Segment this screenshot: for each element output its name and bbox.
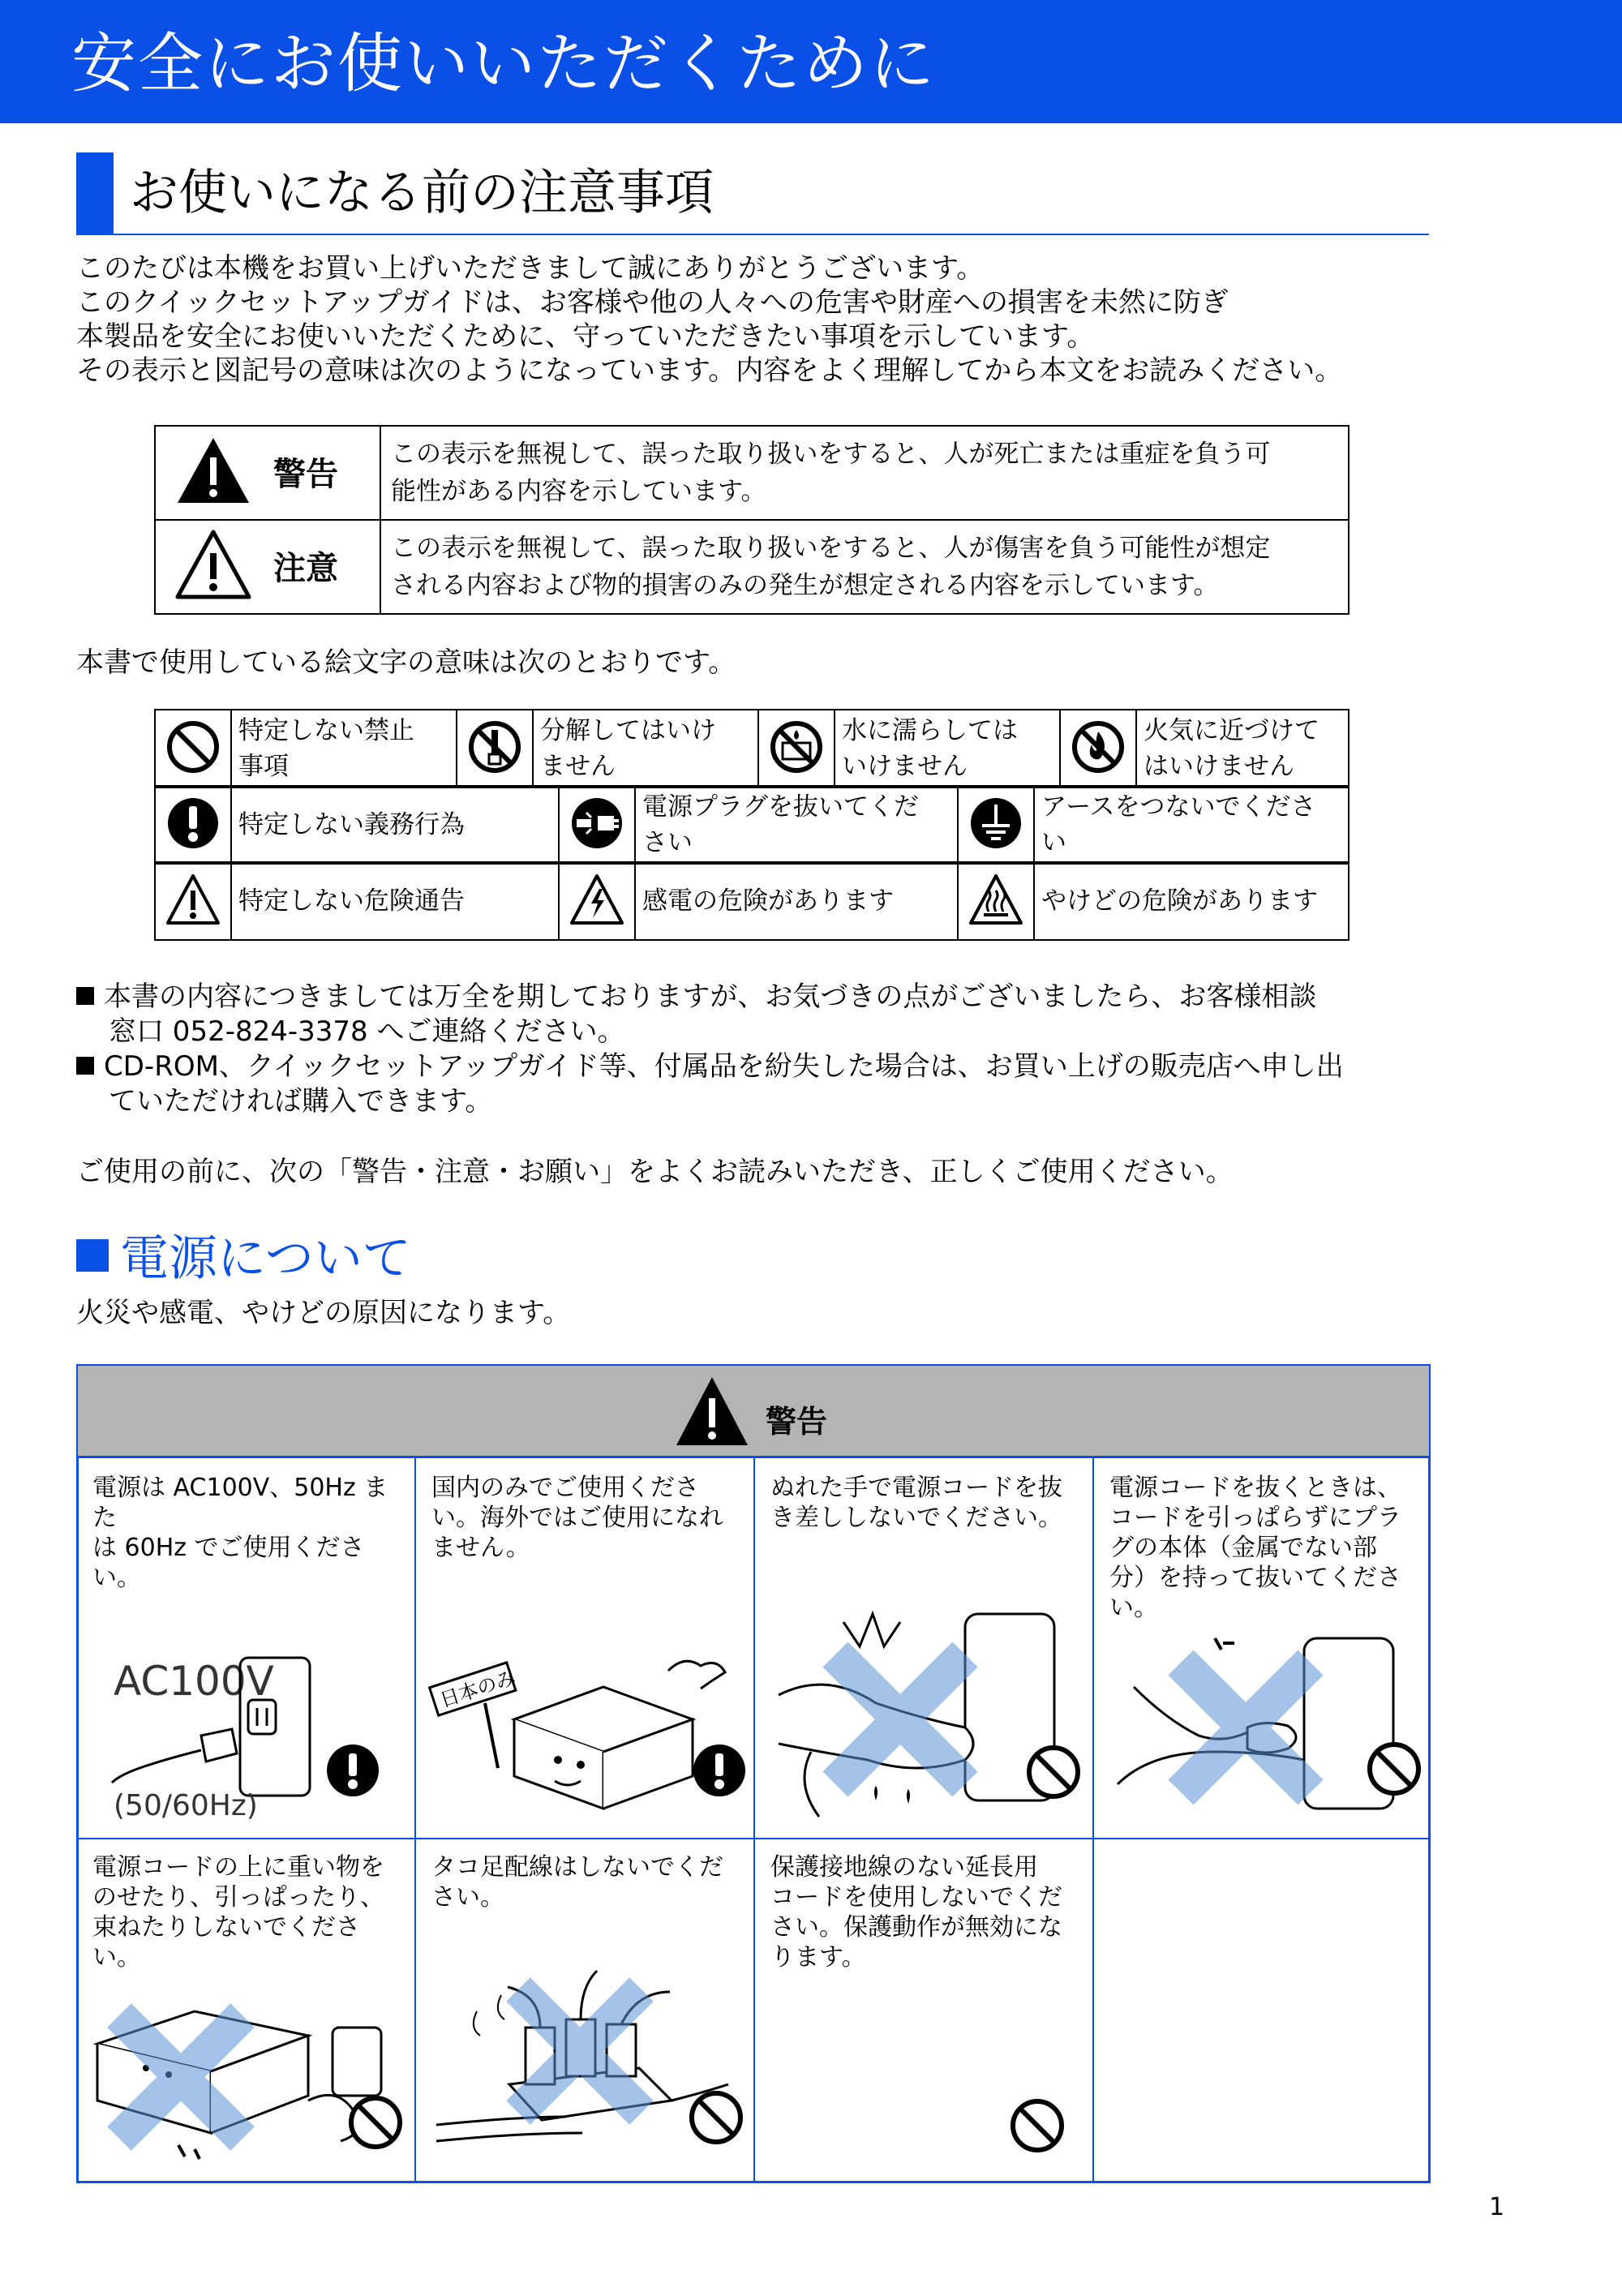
grid-line bbox=[753, 1458, 755, 2183]
warning-label: 警告 bbox=[766, 1404, 828, 1440]
pictogram-label: 感電の危険があります bbox=[635, 862, 958, 940]
caution-desc-line: される内容および物的損害のみの発生が想定される内容を示しています。 bbox=[391, 571, 1219, 600]
mandatory-action-icon bbox=[165, 795, 221, 852]
pictogram-cell bbox=[559, 786, 635, 864]
svg-text:AC100V: AC100V bbox=[114, 1658, 274, 1705]
pictogram-label: 電源プラグを抜いてくだ さい bbox=[635, 786, 958, 864]
no-fire-icon bbox=[1070, 719, 1126, 775]
note-item: CD-ROM、クイックセットアップガイド等、付属品を紛失した場合は、お買い上げの販売店へ申し出 ていただければ購入できます。 bbox=[76, 1049, 1344, 1119]
power-cell-text: ぬれた手で電源コードを抜 き差ししないでください。 bbox=[770, 1474, 1062, 1532]
prohibition-icon bbox=[1009, 2097, 1066, 2154]
svg-text:日本のみ: 日本のみ bbox=[437, 1666, 519, 1712]
note-item: 本書の内容につきましては万全を期しておりますが、お気づきの点がございましたら、お客様相談 窓口 052-824-3378 へご連絡ください。 bbox=[76, 980, 1316, 1049]
power-cell-text: タコ足配線はしないでくだ さい。 bbox=[431, 1853, 723, 1912]
intro-line: このクイックセットアップガイドは、お客様や他の人々への危害や財産への損害を未然に防ぎ bbox=[76, 286, 1229, 319]
no-water-icon bbox=[768, 719, 825, 775]
power-section-title: 電源について bbox=[76, 1226, 411, 1291]
warning-desc-line: 能性がある内容を示しています。 bbox=[391, 477, 766, 506]
warning-desc-line: この表示を無視して、誤った取り扱いをすると、人が死亡または重症を負う可 bbox=[391, 440, 1271, 469]
power-subtitle: 火災や感電、やけどの原因になります。 bbox=[76, 1297, 571, 1329]
before-use-note: ご使用の前に、次の「警告・注意・お願い」をよくお読みいただき、正しくご使用ください。 bbox=[76, 1156, 1234, 1188]
grid-line bbox=[1092, 1458, 1094, 2183]
section-title: お使いになる前の注意事項 bbox=[130, 165, 714, 221]
pictogram-table-row2 bbox=[154, 785, 1350, 865]
caution-label-cell bbox=[155, 520, 380, 614]
warning-description bbox=[380, 426, 1349, 520]
warning-triangle-icon bbox=[174, 435, 361, 508]
mandatory-action-icon bbox=[691, 1742, 748, 1799]
caution-label: 注意 bbox=[273, 550, 338, 587]
no-disassembly-icon bbox=[466, 719, 523, 775]
prohibition-icon bbox=[1366, 1740, 1422, 1797]
caution-desc-line: この表示を無視して、誤った取り扱いをすると、人が傷害を負う可能性が想定 bbox=[391, 534, 1271, 563]
bullet-square-icon bbox=[76, 1057, 94, 1075]
prohibited-x-mark-icon bbox=[503, 1974, 657, 2128]
intro-line: このたびは本機をお買い上げいただきまして誠にありがとうございます。 bbox=[76, 252, 985, 285]
mandatory-action-icon bbox=[324, 1742, 381, 1799]
electric-shock-icon bbox=[569, 873, 625, 926]
prohibited-x-mark-icon bbox=[819, 1638, 981, 1800]
signal-word-table bbox=[154, 425, 1350, 615]
intro-line: その表示と図記号の意味は次のようになっています。内容をよく理解してから本文をお読みください。 bbox=[76, 354, 1343, 387]
prohibition-icon bbox=[347, 2094, 404, 2151]
pictogram-cell bbox=[155, 710, 231, 788]
pictogram-cell bbox=[958, 786, 1034, 864]
pictogram-cell bbox=[155, 786, 231, 864]
section-square-icon bbox=[76, 1239, 109, 1272]
svg-text:(50/60Hz): (50/60Hz) bbox=[114, 1789, 258, 1822]
pictogram-label: 火気に近づけて はいけません bbox=[1136, 710, 1349, 788]
intro-paragraph bbox=[76, 251, 1342, 388]
prohibition-icon bbox=[688, 2089, 744, 2146]
grid-line bbox=[414, 1458, 416, 2183]
bullet-square-icon bbox=[76, 987, 94, 1005]
caution-description bbox=[380, 520, 1349, 614]
power-cell-text: 電源コードの上に重い物を のせたり、引っぱったり、 束ねたりしないでくださ い。 bbox=[92, 1853, 384, 1972]
pictogram-label: 水に濡らしては いけません bbox=[835, 710, 1060, 788]
page-number: 1 bbox=[1489, 2193, 1505, 2221]
ground-icon bbox=[968, 795, 1024, 852]
power-cell-text: 電源は AC100V、50Hz また は 60Hz でご使用ください。 bbox=[92, 1474, 388, 1592]
pictogram-cell bbox=[758, 710, 835, 788]
power-cell-text: 保護接地線のない延長用 コードを使用しないでくだ さい。保護動作が無効にな ります。 bbox=[770, 1853, 1062, 1972]
pictogram-label: やけどの危険があります bbox=[1034, 862, 1349, 940]
prohibited-x-mark-icon bbox=[104, 2000, 258, 2154]
pictogram-label: 特定しない義務行為 bbox=[231, 786, 559, 864]
printer-japan-only-illustration bbox=[425, 1638, 733, 1825]
pictogram-label: 分解してはいけ ません bbox=[533, 710, 758, 788]
power-warning-header bbox=[78, 1366, 1429, 1458]
pictogram-cell bbox=[559, 862, 635, 940]
prohibition-icon bbox=[165, 719, 221, 775]
pictogram-label: 特定しない禁止 事項 bbox=[231, 710, 457, 788]
burn-hazard-icon bbox=[968, 873, 1024, 926]
pictogram-intro: 本書で使用している絵文字の意味は次のとおりです。 bbox=[76, 646, 736, 679]
section-marker bbox=[76, 152, 114, 234]
power-cell-text: 国内のみでご使用くださ い。海外ではご使用になれ ません。 bbox=[431, 1474, 723, 1562]
warning-triangle-icon bbox=[675, 1372, 886, 1453]
pictogram-cell bbox=[155, 862, 231, 940]
unplug-icon bbox=[569, 795, 625, 852]
pictogram-label: 特定しない危険通告 bbox=[231, 862, 559, 940]
pictogram-label: アースをつないでくださ い bbox=[1034, 786, 1349, 864]
section-rule bbox=[76, 234, 1429, 235]
prohibited-x-mark-icon bbox=[1165, 1646, 1327, 1809]
pictogram-table-row3 bbox=[154, 861, 1350, 941]
page-title: 安全にお使いいただくために bbox=[71, 26, 936, 101]
pictogram-cell bbox=[958, 862, 1034, 940]
pictogram-cell bbox=[1060, 710, 1136, 788]
grid-line bbox=[78, 1838, 1429, 1839]
pictogram-table-row1 bbox=[154, 709, 1350, 788]
power-cell-text: 電源コードを抜くときは、 コードを引っぱらずにプラ グの本体（金属でない部 分）を持って抜いてくださ い。 bbox=[1109, 1474, 1401, 1622]
caution-triangle-icon bbox=[174, 529, 361, 602]
warning-label: 警告 bbox=[273, 456, 338, 493]
prohibition-icon bbox=[1025, 1744, 1082, 1800]
general-caution-icon bbox=[165, 873, 221, 926]
intro-line: 本製品を安全にお使いいただくために、守っていただきたい事項を示しています。 bbox=[76, 320, 1095, 353]
pictogram-cell bbox=[457, 710, 533, 788]
warning-label-cell bbox=[155, 426, 380, 520]
